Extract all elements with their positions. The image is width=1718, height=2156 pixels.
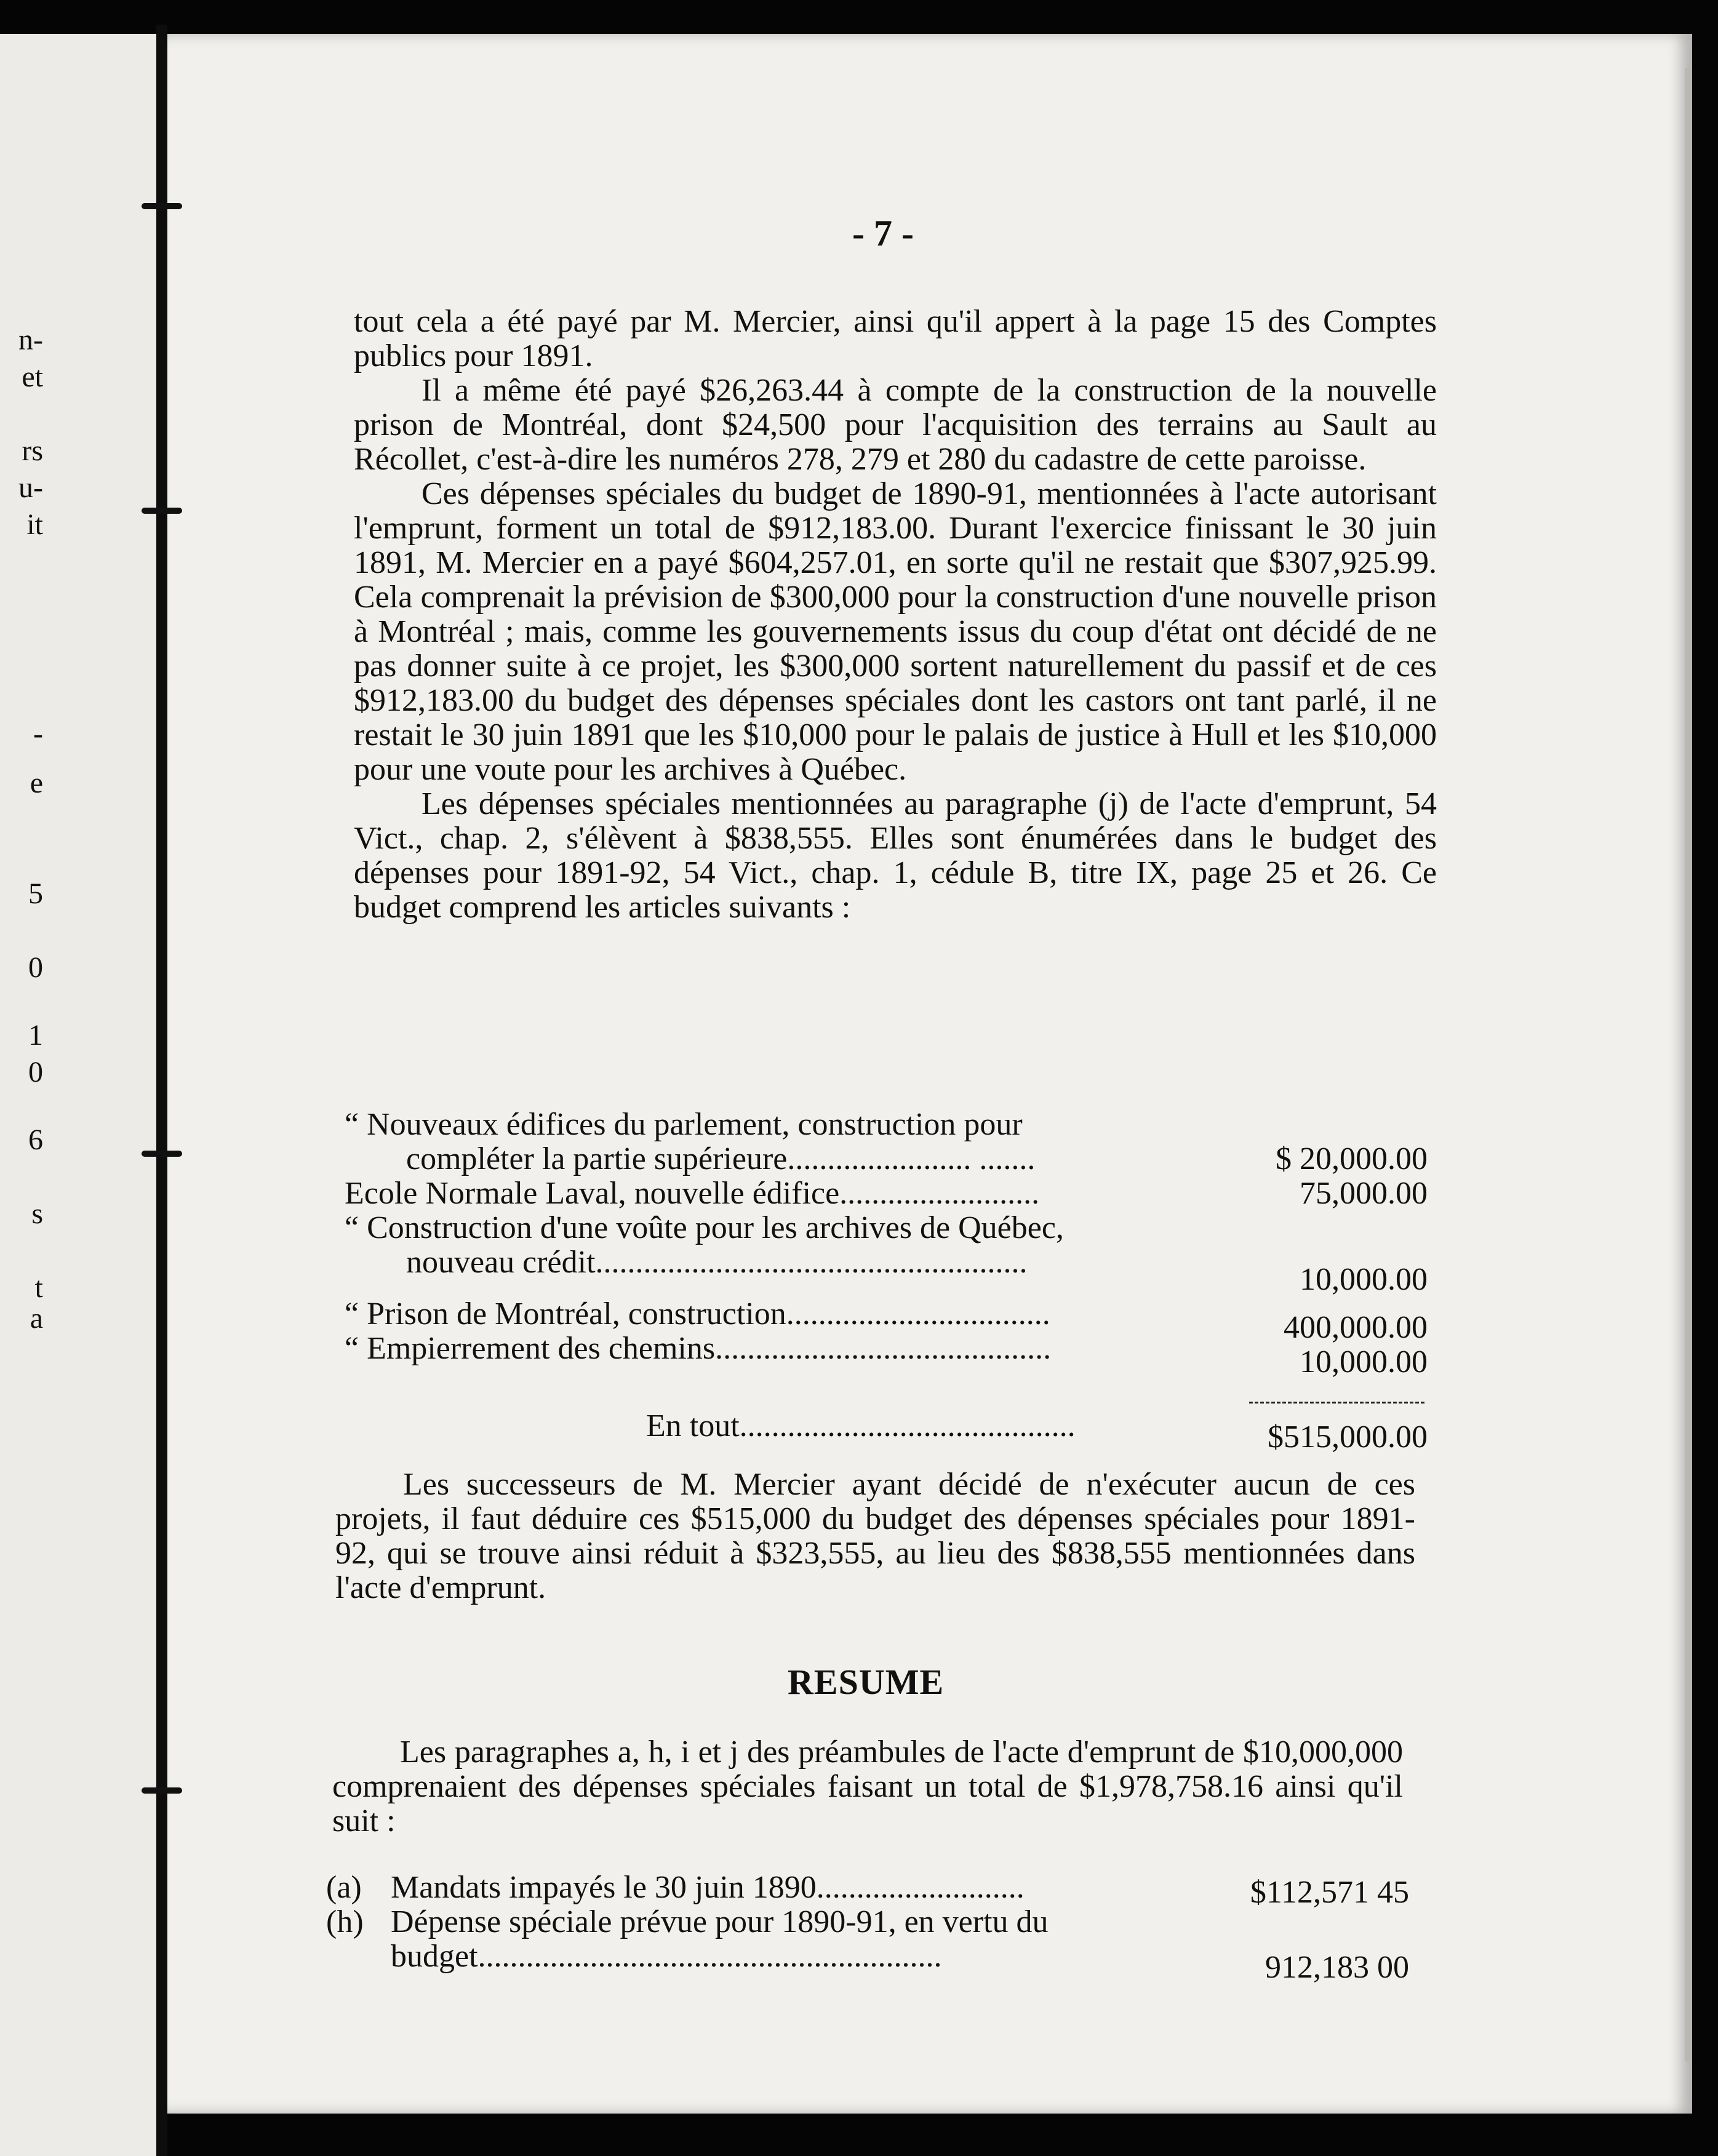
budget-item (345, 1245, 1428, 1297)
left-fragment: rs (22, 434, 43, 467)
budget-item-label: “ Prison de Montréal, construction................................. (345, 1296, 1050, 1332)
body-text (332, 1735, 1403, 1839)
budget-item (345, 1296, 1428, 1345)
budget-item-amount: 10,000.00 (1300, 1344, 1428, 1379)
paragraph: Il a même été payé $26,263.44 à compte de la construction de la nouvelle prison de Montréal, dont $24,500 pour l'acquisition des terrains au Sault au Récollet, c'est-à-dire les numéros 278, 279 et 280 du cadastre de cette paroisse. (354, 373, 1437, 477)
left-fragment: e (30, 767, 43, 799)
body-text (354, 305, 1437, 925)
page-number: - 7 - (852, 213, 914, 254)
paragraph: Les paragraphes a, h, i et j des préambules de l'acte d'emprunt de $10,000,000 comprenaient des dépenses spéciales faisant un total de $1,978,758.16 ainsi qu'il suit : (332, 1735, 1403, 1839)
binding-stitch (142, 1787, 182, 1794)
binding-stitch (142, 203, 182, 209)
total-row (345, 1408, 1428, 1455)
left-page-margin (0, 34, 161, 2156)
total-label: En tout.......................................... (646, 1408, 1076, 1443)
left-fragment: it (26, 508, 43, 541)
left-fragment: 1 (28, 1019, 43, 1052)
budget-item-label: “ Nouveaux édifices du parlement, construction pour (345, 1107, 1023, 1142)
resume-item (326, 1905, 1409, 1939)
page-edge (1685, 68, 1691, 2061)
resume-item (326, 1870, 1409, 1910)
item-letter: (h) (326, 1904, 364, 1939)
section-title: RESUME (788, 1662, 945, 1702)
budget-item-amount: 75,000.00 (1300, 1176, 1428, 1211)
resume-item-amount: $112,571 45 (1250, 1875, 1409, 1910)
left-fragment: 0 (28, 951, 43, 984)
left-fragment: et (22, 361, 43, 393)
sum-rule (1249, 1402, 1424, 1405)
book-spine (156, 25, 167, 2156)
left-fragment: u- (18, 471, 43, 504)
budget-item-label: Ecole Normale Laval, nouvelle édifice......................... (345, 1176, 1040, 1211)
resume-item-amount: 912,183 00 (1265, 1950, 1409, 1985)
body-text (335, 1467, 1415, 1605)
paragraph: Les successeurs de M. Mercier ayant décidé de n'exécuter aucun de ces projets, il faut déduire ces $515,000 du budget des dépenses spéciales pour 1891-92, qui se trouve ainsi réduit à $323,555, au lieu des $838,555 mentionnées dans l'acte d'emprunt. (335, 1467, 1415, 1605)
budget-item-label: compléter la partie supérieure....................... ....... (406, 1141, 1036, 1176)
binding-stitch (142, 508, 182, 514)
paragraph: Les dépenses spéciales mentionnées au paragraphe (j) de l'acte d'emprunt, 54 Vict., chap. 2, s'élèvent à $838,555. Elles sont énumérées dans le budget des dépenses pour 1891-92, 54 Vict., chap. 1, cédule B, titre IX, page 25 et 26. Ce budget comprend les articles suivants : (354, 786, 1437, 925)
binding-stitch (142, 1151, 182, 1157)
budget-item (345, 1331, 1428, 1379)
left-fragment: 5 (28, 877, 43, 910)
paragraph: Ces dépenses spéciales du budget de 1890-91, mentionnées à l'acte autorisant l'emprunt, forment un total de $912,183.00. Durant l'exercice finissant le 30 juin 1891, M. Mercier en a payé $604,257.01, en sorte qu'il ne restait que $307,925.99. Cela comprenait la prévision de $300,000 pour la construction d'une nouvelle prison à Montréal ; mais, comme les gouvernements issus du coup d'état ont décidé de ne pas donner suite à ce projet, les $300,000 sortent naturellement du passif et de ces $912,183.00 du budget des dépenses spéciales dont les castors ont tant parlé, il ne restait le 30 juin 1891 que les $10,000 pour le palais de justice à Hull et les $10,000 pour une voute pour les archives à Québec. (354, 476, 1437, 787)
budget-item-label: “ Construction d'une voûte pour les archives de Québec, (345, 1210, 1064, 1245)
left-fragment: 6 (28, 1124, 43, 1156)
left-fragment: n- (18, 324, 43, 356)
total-amount: $515,000.00 (1268, 1419, 1428, 1455)
item-letter: (a) (326, 1870, 362, 1905)
budget-item-amount: 10,000.00 (1300, 1262, 1428, 1297)
paragraph: tout cela a été payé par M. Mercier, ainsi qu'il appert à la page 15 des Comptes publics pour 1891. (354, 304, 1437, 373)
left-fragment: t (34, 1271, 43, 1304)
resume-item (391, 1939, 1409, 1985)
budget-item (345, 1211, 1428, 1245)
resume-item-label: budget.......................................................... (391, 1939, 942, 1974)
left-fragment: - (33, 717, 43, 750)
left-fragment: s (31, 1197, 43, 1230)
left-fragment: a (30, 1302, 43, 1335)
budget-item-label: “ Empierrement des chemins.......................................... (345, 1331, 1052, 1366)
budget-item (345, 1176, 1428, 1211)
budget-item-amount: 400,000.00 (1284, 1310, 1428, 1345)
budget-item (345, 1108, 1428, 1142)
budget-item (345, 1142, 1428, 1176)
budget-item-label: nouveau crédit...................................................... (406, 1245, 1028, 1280)
resume-item-label: Mandats impayés le 30 juin 1890.......................... (391, 1870, 1025, 1905)
budget-item-amount: $ 20,000.00 (1276, 1141, 1428, 1176)
left-fragment: 0 (28, 1056, 43, 1088)
resume-item-label: Dépense spéciale prévue pour 1890-91, en vertu du (391, 1904, 1049, 1939)
